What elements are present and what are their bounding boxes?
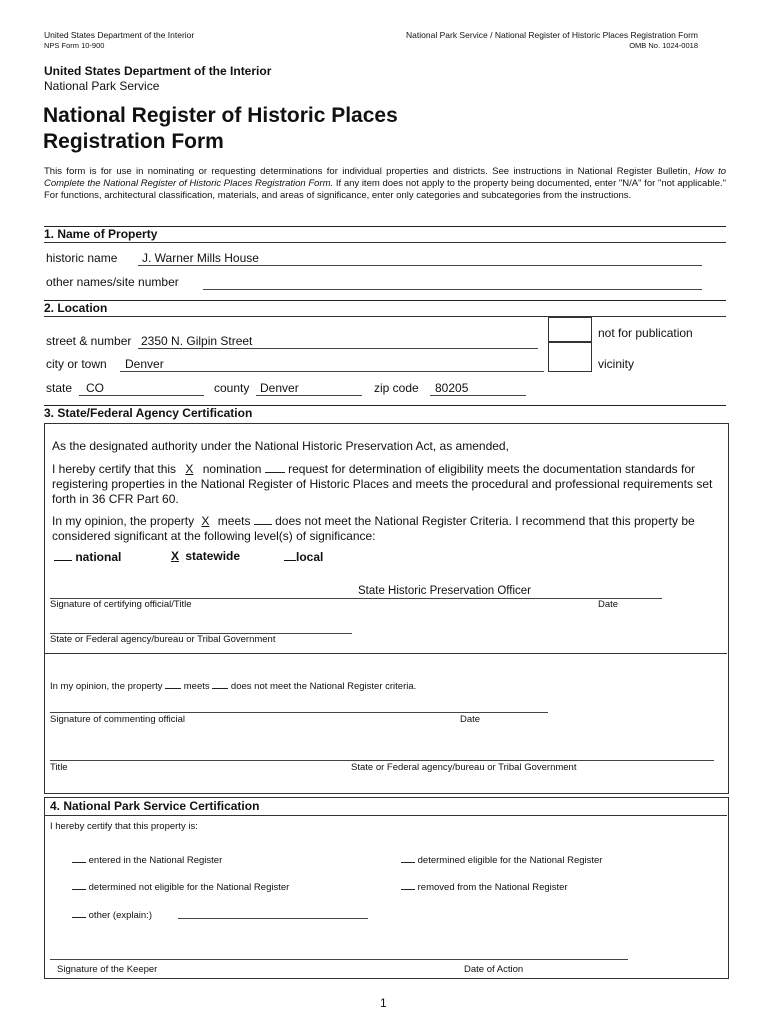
comment-opinion (50, 679, 416, 692)
page-number: 1 (380, 996, 387, 1010)
vicinity-checkbox[interactable] (548, 341, 592, 372)
county-label: county (214, 381, 250, 395)
opt-entered-blank[interactable] (72, 853, 86, 863)
certify-mid: nomination (199, 462, 265, 476)
county-value[interactable]: Denver (260, 381, 299, 395)
section2-title: 2. Location (44, 301, 108, 315)
comment-not-meet-blank[interactable] (212, 679, 228, 689)
opt-removed-label: removed from the National Register (417, 882, 568, 893)
city-underline (120, 371, 544, 372)
state-value[interactable]: CO (86, 381, 104, 395)
certifier-agency-label: State or Federal agency/bureau or Tribal Government (50, 634, 276, 645)
opt-eligible-blank[interactable] (401, 853, 415, 863)
certifier-title[interactable]: State Historic Preservation Officer (358, 585, 531, 597)
level-national-label: national (75, 550, 122, 564)
section4-title-rule (44, 815, 727, 816)
city-label: city or town (46, 357, 107, 371)
section4-title: 4. National Park Service Certification (50, 799, 260, 813)
level-national[interactable] (54, 549, 121, 564)
zip-value[interactable]: 80205 (435, 381, 469, 395)
opt-other[interactable] (72, 908, 152, 921)
instructions-part1: This form is for use in nominating or requesting determinations for individual properties and districts. See instructions in National Register Bulletin, (44, 166, 695, 177)
opt-not-eligible-label: determined not eligible for the National Register (88, 882, 290, 893)
opt-removed[interactable] (401, 880, 568, 893)
county-underline (256, 395, 362, 396)
zip-underline (430, 395, 526, 396)
vicinity-label: vicinity (598, 357, 635, 371)
comment-agency-label: State or Federal agency/bureau or Tribal Government (351, 762, 577, 773)
other-names-underline (203, 289, 702, 290)
street-value[interactable]: 2350 N. Gilpin Street (141, 334, 253, 348)
form-title-line2: Registration Form (43, 130, 224, 153)
level-statewide[interactable] (166, 549, 240, 563)
instructions (44, 166, 726, 202)
level-local-label: local (296, 550, 324, 564)
section3-title: 3. State/Federal Agency Certification (44, 406, 253, 420)
comment-signature-label: Signature of commenting official (50, 714, 186, 725)
historic-name-label: historic name (46, 251, 118, 265)
opt-not-eligible-blank[interactable] (72, 880, 86, 890)
header-form-number: NPS Form 10-900 (44, 41, 105, 50)
date-of-action-label: Date of Action (464, 964, 524, 975)
state-underline (79, 395, 204, 396)
opt-entered-label: entered in the National Register (88, 855, 223, 866)
opinion-statement (52, 513, 728, 544)
section3-divider (44, 653, 727, 654)
comment-signature-line (50, 712, 548, 713)
certify-post: request for determination of eligibility meets the documentation standards for registering properties in the National Register of Historic Places and meets the procedural and professional requirements set forth in 36 CFR Part 60. (52, 462, 713, 506)
header-agency: United States Department of the Interior (44, 30, 195, 40)
section4-certify: I hereby certify that this property is: (50, 821, 198, 832)
certifier-date-label: Date (598, 599, 619, 610)
keeper-signature-line (50, 959, 628, 960)
level-national-mark[interactable] (54, 549, 72, 561)
certify-statement (52, 461, 722, 507)
header-form-title: National Park Service / National Register of Historic Places Registration Form (406, 30, 698, 40)
instructions-part2: If any item does not apply to the property being documented, enter "N/A" for "not applicable." For functions, architectural classification, materials, and areas of significance, enter only categories and subcategories from the instructions. (44, 178, 727, 201)
opt-entered[interactable] (72, 853, 222, 866)
comment-opinion-pre: In my opinion, the property (50, 681, 166, 692)
opt-not-eligible[interactable] (72, 880, 289, 893)
not-for-publication-checkbox[interactable] (548, 317, 592, 343)
certifier-signature-label: Signature of certifying official/Title (50, 599, 192, 610)
authority-statement: As the designated authority under the National Historic Preservation Act, as amended, (52, 439, 509, 453)
historic-name-value[interactable]: J. Warner Mills House (142, 251, 259, 265)
comment-meets-blank[interactable] (165, 679, 181, 689)
form-title-line1: National Register of Historic Places (43, 104, 398, 127)
request-mark[interactable] (265, 461, 285, 473)
opt-eligible[interactable] (401, 853, 602, 866)
nomination-mark[interactable]: X (185, 462, 194, 476)
city-value[interactable]: Denver (125, 357, 164, 371)
header-omb-number: OMB No. 1024-0018 (629, 41, 698, 50)
meets-mark[interactable]: X (201, 514, 210, 528)
comment-post: does not meet the National Register criteria. (228, 681, 417, 692)
comment-title-label: Title (50, 762, 68, 773)
opinion-post: does not meet the National Register Criteria. I recommend that this property be considered significant at the following level(s) of significance: (52, 514, 695, 543)
opt-eligible-label: determined eligible for the National Register (417, 855, 603, 866)
opt-other-label: other (explain:) (88, 910, 153, 921)
certify-pre: I hereby certify that this (52, 462, 180, 476)
level-local-mark[interactable] (284, 549, 296, 561)
comment-meets: meets (181, 681, 213, 692)
opt-other-explain-line[interactable] (178, 918, 368, 919)
section1-title-rule (44, 242, 726, 243)
opinion-pre: In my opinion, the property (52, 514, 198, 528)
comment-date-label: Date (460, 714, 481, 725)
not-for-publication-label: not for publication (598, 326, 693, 340)
level-local[interactable] (284, 549, 323, 564)
level-statewide-mark[interactable]: X (171, 549, 180, 563)
section2-title-rule (44, 316, 726, 317)
section1-title: 1. Name of Property (44, 227, 158, 241)
opt-other-blank[interactable] (72, 908, 86, 918)
zip-label: zip code (374, 381, 419, 395)
level-statewide-label: statewide (185, 549, 241, 563)
agency-department: United States Department of the Interior (44, 64, 272, 78)
agency-service: National Park Service (44, 79, 160, 93)
street-label: street & number (46, 334, 132, 348)
state-label: state (46, 381, 73, 395)
opinion-mid: meets (214, 514, 254, 528)
not-meet-mark[interactable] (254, 513, 272, 525)
other-names-label: other names/site number (46, 275, 179, 289)
instructions-bulletin-title: How to Complete the National Register of Historic Places Registration Form. (44, 166, 726, 189)
street-underline (138, 348, 538, 349)
opt-removed-blank[interactable] (401, 880, 415, 890)
comment-title-line (50, 760, 714, 761)
section2-top-rule (44, 300, 726, 301)
historic-name-underline (138, 265, 702, 266)
keeper-signature-label: Signature of the Keeper (57, 964, 158, 975)
